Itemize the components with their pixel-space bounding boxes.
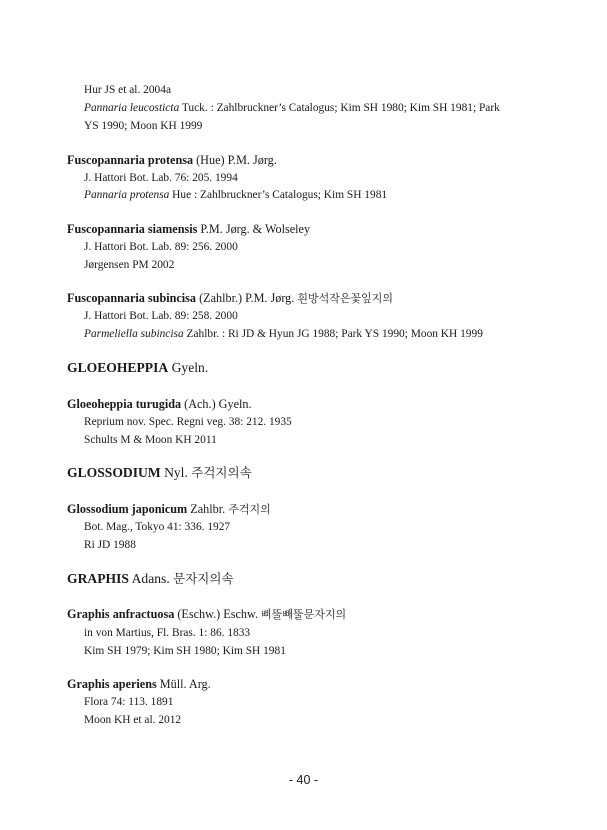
synonym-line: Parmeliella subincisa Zahlbr. : Ri JD & Hyun JG 1988; Park YS 1990; Moon KH 1999 xyxy=(84,328,483,340)
synonym-line: Pannaria leucosticta Tuck. : Zahlbruckner’s Catalogus; Kim SH 1980; Kim SH 1981; Park xyxy=(84,102,500,114)
synonym-line: Pannaria protensa Hue : Zahlbruckner’s Catalogus; Kim SH 1981 xyxy=(84,189,388,201)
genus-name: GRAPHIS xyxy=(67,571,129,586)
genus-heading: GRAPHIS Adans. 문자지의속 xyxy=(67,571,234,586)
reference-line: YS 1990; Moon KH 1999 xyxy=(84,120,203,132)
reference-line: J. Hattori Bot. Lab. 89: 256. 2000 xyxy=(84,241,238,253)
reference-line: J. Hattori Bot. Lab. 76: 205. 1994 xyxy=(84,172,238,184)
reference-line: J. Hattori Bot. Lab. 89: 258. 2000 xyxy=(84,310,238,322)
korean-name: 주걱지의 xyxy=(228,503,271,516)
species-heading: Glossodium japonicum Zahlbr. 주걱지의 xyxy=(67,502,271,516)
reference-line: Schults M & Moon KH 2011 xyxy=(84,434,217,446)
reference-line: Jørgensen PM 2002 xyxy=(84,259,175,271)
species-heading: Graphis aperiens Müll. Arg. xyxy=(67,677,211,691)
genus-name: GLOSSODIUM xyxy=(67,465,161,480)
species-name: Graphis anfractuosa xyxy=(67,607,175,621)
korean-name: 문자지의속 xyxy=(173,571,234,586)
korean-name: 삐뚤빼뚤문자지의 xyxy=(261,608,347,621)
reference-line: Flora 74: 113. 1891 xyxy=(84,696,174,708)
genus-name: GLOEOHEPPIA xyxy=(67,360,169,375)
species-name: Glossodium japonicum xyxy=(67,502,188,516)
genus-heading: GLOSSODIUM Nyl. 주걱지의속 xyxy=(67,465,252,480)
reference-line: Ri JD 1988 xyxy=(84,539,136,551)
species-name: Fuscopannaria siamensis xyxy=(67,222,198,236)
species-name: Graphis aperiens xyxy=(67,677,157,691)
reference-line: Kim SH 1979; Kim SH 1980; Kim SH 1981 xyxy=(84,645,286,657)
species-heading: Gloeoheppia turugida (Ach.) Gyeln. xyxy=(67,397,252,411)
species-heading: Fuscopannaria subincisa (Zahlbr.) P.M. Jørg. 흰방석작은꽃잎지의 xyxy=(67,291,394,305)
reference-line: Bot. Mag., Tokyo 41: 336. 1927 xyxy=(84,521,231,533)
reference-line: in von Martius, Fl. Bras. 1: 86. 1833 xyxy=(84,627,251,639)
genus-heading: GLOEOHEPPIA Gyeln. xyxy=(67,360,209,375)
species-name: Fuscopannaria subincisa xyxy=(67,291,197,305)
page-number: - 40 - xyxy=(288,773,319,787)
species-name: Fuscopannaria protensa xyxy=(67,153,194,167)
reference-line: Hur JS et al. 2004a xyxy=(84,84,171,96)
synonym-name: Pannaria leucosticta xyxy=(84,102,180,114)
synonym-name: Pannaria protensa xyxy=(84,189,170,201)
reference-line: Moon KH et al. 2012 xyxy=(84,714,182,726)
species-heading: Fuscopannaria siamensis P.M. Jørg. & Wolseley xyxy=(67,222,311,236)
reference-line: Reprium nov. Spec. Regni veg. 38: 212. 1935 xyxy=(84,416,292,428)
synonym-name: Parmeliella subincisa xyxy=(84,328,184,340)
species-heading: Fuscopannaria protensa (Hue) P.M. Jørg. xyxy=(67,153,277,167)
korean-name: 주걱지의속 xyxy=(191,465,252,480)
species-name: Gloeoheppia turugida xyxy=(67,397,182,411)
species-heading: Graphis anfractuosa (Eschw.) Eschw. 삐뚤빼뚤문자지의 xyxy=(67,607,347,621)
korean-name: 흰방석작은꽃잎지의 xyxy=(297,292,394,305)
